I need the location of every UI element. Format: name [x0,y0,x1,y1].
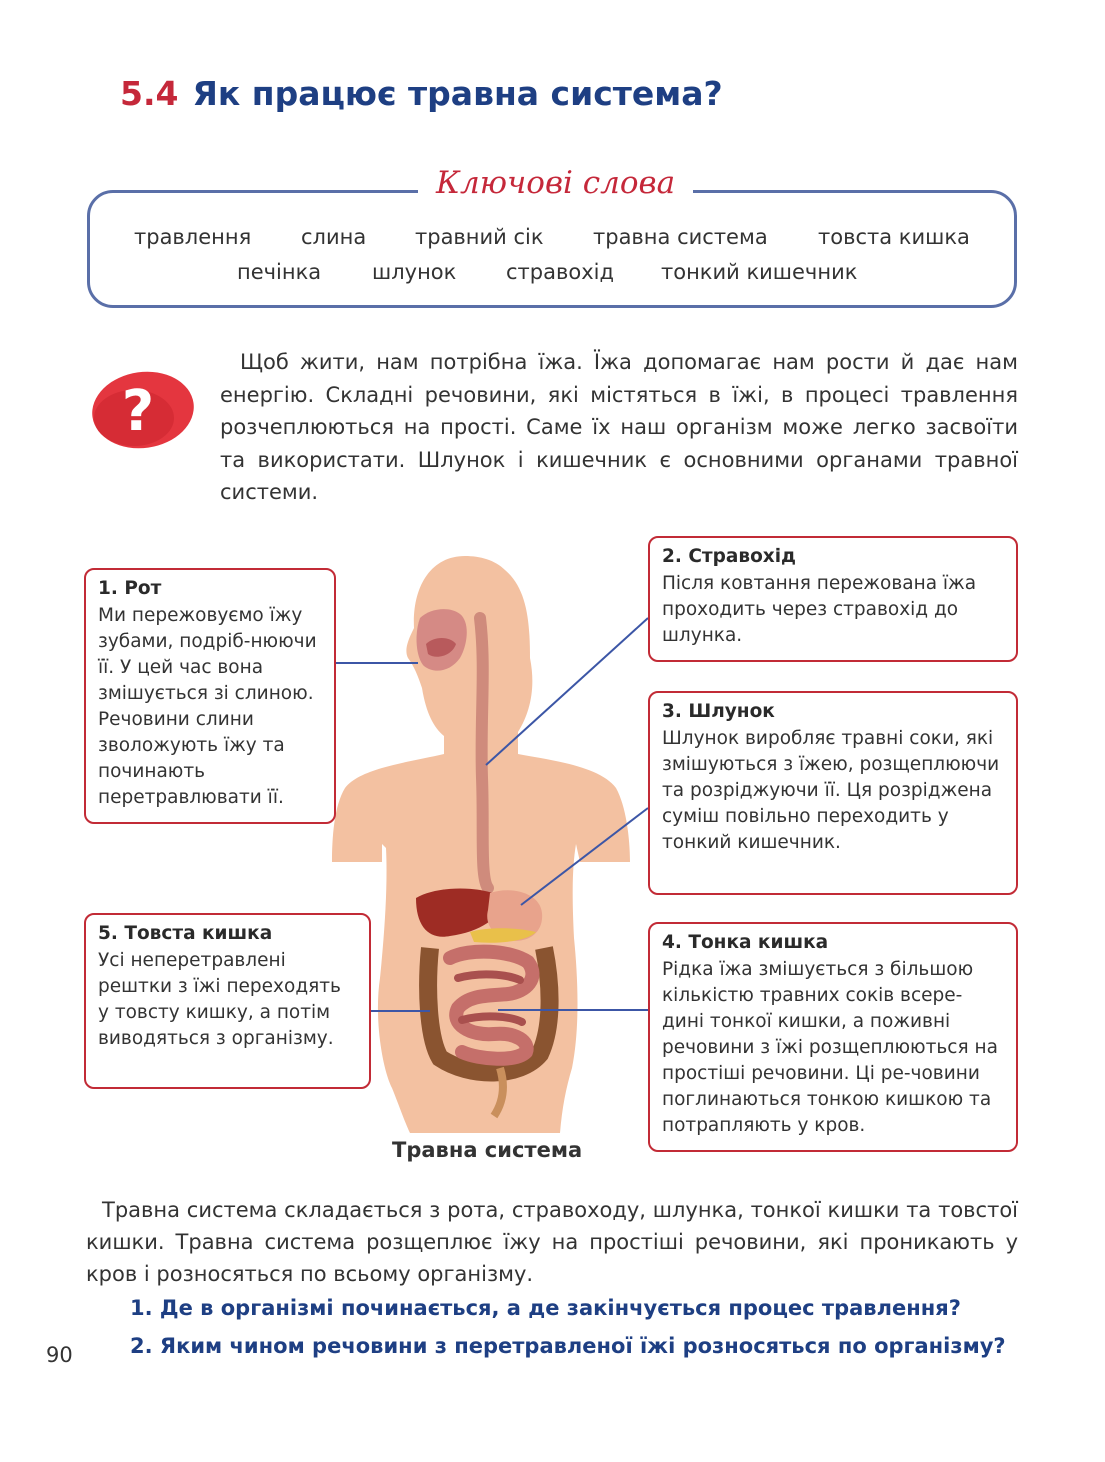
callout-stomach-text: Шлунок виробляє травні соки, які змішуються з їжею, розщеплюючи та розріджуючи її. Ця розріджена суміш повільно переходить у тонкий кишечник. [662,728,1000,853]
callout-stomach [648,691,1018,895]
keyword-8: стравохід [506,260,614,284]
keywords-box [87,190,1017,308]
callout-large-intestine-text: Усі неперетравлені рештки з їжі переходять у товсту кишку, а потім виводяться з організму. [98,950,341,1049]
callout-large-intestine-title: 5. Товста кишка [98,923,273,944]
keyword-2: слина [301,225,367,249]
callout-small-intestine-text: Рідка їжа змішується з більшою кількістю травних соків всере-дині тонкої кишки, а поживні речовини з їжі розщеплюються на простіші речовини. Ці ре-човини поглинаються тонкою кишкою та потрапляють у кров. [662,959,998,1136]
page-title [120,74,723,113]
callout-esophagus-text: Після ковтання пережована їжа проходить через стравохід до шлунка. [662,573,977,646]
keyword-7: шлунок [372,260,457,284]
callout-esophagus [648,536,1018,662]
keywords-title: Ключові слова [418,165,693,201]
keyword-9: тонкий кишечник [661,260,858,284]
keyword-1: травлення [134,225,252,249]
keyword-6: печінка [237,260,322,284]
keyword-4: травна система [593,225,768,249]
question-1: 1. Де в організмі починається, а де закінчується процес травлення? [130,1296,961,1320]
callout-small-intestine-title: 4. Тонка кишка [662,932,829,953]
figure-caption: Травна система [392,1138,583,1162]
summary-paragraph: Травна система складається з рота, стравоходу, шлунка, тонкої кишки та товстої кишки. Травна система розщеплює їжу на простіші речовини, які проникають у кров і розносяться по всьому організму. [86,1198,1018,1286]
callout-mouth-text: Ми пережовуємо їжу зубами, подріб-нюючи її. У цей час вона змішується зі слиною. Речовини слини зволожують їжу та починають перетравлювати її. [98,605,317,808]
keyword-3: травний сік [415,225,544,249]
question-mark-icon [86,368,196,452]
svg-text:?: ? [121,379,155,444]
keyword-5: товста кишка [818,225,970,249]
callout-small-intestine [648,922,1018,1152]
section-number: 5.4 [120,74,179,113]
callout-mouth [84,568,336,824]
callout-esophagus-title: 2. Стравохід [662,546,796,567]
digestive-system-illustration [330,548,630,1133]
intro-paragraph: Щоб жити, нам потрібна їжа. Їжа допомагає нам рости й дає нам енергію. Складні речовини, які містяться в їжі, в процесі травлення розчеплюються на прості. Саме їх наш організм може легко засвоїти та використати. Шлунок і кишечник є основними органами травної системи. [220,350,1018,504]
callout-stomach-title: 3. Шлунок [662,701,775,722]
callout-mouth-title: 1. Рот [98,578,162,599]
callout-large-intestine [84,913,371,1089]
section-title: Як працює травна система? [192,74,723,113]
question-2: 2. Яким чином речовини з перетравленої їжі розносяться по організму? [130,1334,1006,1358]
page-number: 90 [46,1343,73,1367]
